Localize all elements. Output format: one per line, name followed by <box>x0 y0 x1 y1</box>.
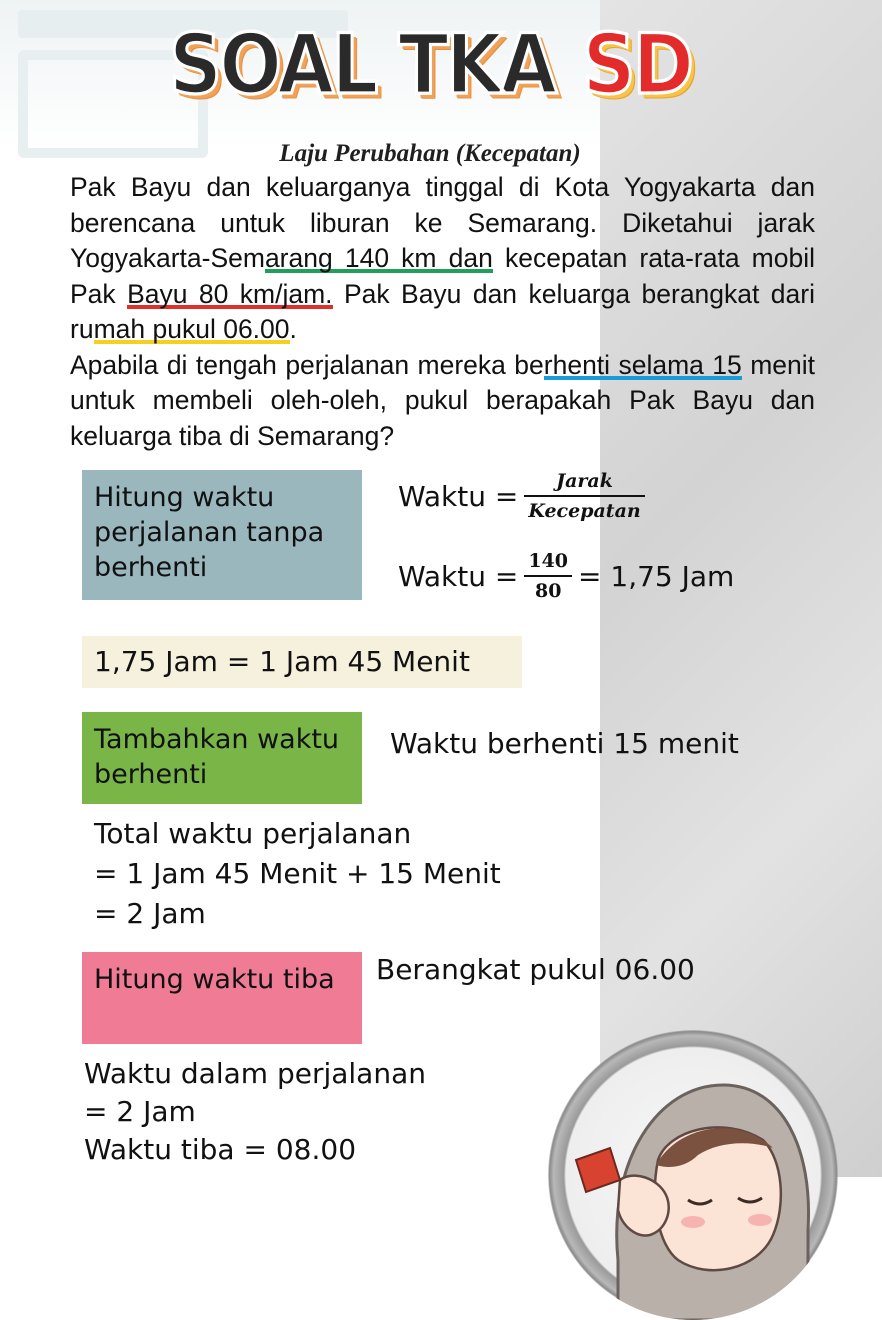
departure-note: Berangkat pukul 06.00 <box>376 953 695 986</box>
travel-time-line-2: = 2 Jam <box>84 1095 196 1128</box>
problem-statement <box>70 170 815 454</box>
underline-departure: mah pukul 06.00 <box>93 314 290 344</box>
avatar-illustration <box>548 1030 838 1320</box>
page-title <box>0 17 860 113</box>
formula-lhs: Waktu = <box>398 559 519 593</box>
problem-text: . <box>289 314 297 344</box>
fraction-denominator: 80 <box>534 580 562 602</box>
underline-speed: Bayu 80 km/jam. <box>127 278 333 309</box>
problem-text: Apabila di tengah perjalanan mereka be <box>70 349 544 380</box>
formula-lhs: Waktu = <box>398 479 519 513</box>
fraction-numerator: Jarak <box>556 470 613 492</box>
step3-label-box: Hitung waktu tiba <box>82 952 362 1044</box>
fraction-numerator: 140 <box>528 550 569 572</box>
fraction-bar <box>524 575 572 577</box>
formula-time-definition <box>398 470 651 522</box>
fraction-denominator: Kecepatan <box>528 500 641 522</box>
stop-time-note: Waktu berhenti 15 menit <box>390 727 739 760</box>
formula-time-calculation <box>398 550 734 602</box>
topic-subtitle: Laju Perubahan (Kecepatan) <box>279 140 581 167</box>
total-time-line-3: = 2 Jam <box>94 897 206 930</box>
problem-text: Pak Bayu dan keluarganya tinggal di Kota Yogyakarta dan berencana untuk liburan ke Semarang. Diketahui jarak Yogyakarta-Sem <box>70 172 815 273</box>
step2-label-box: Tambahkan waktu berhenti <box>82 712 362 804</box>
fraction <box>524 550 572 602</box>
problem-text: kecepatan rata-rata mobil Pak <box>70 243 816 309</box>
problem-text: Pak Bayu dan keluarga berangkat dari ru <box>70 278 815 344</box>
problem-text: menit untuk membeli oleh-oleh, pukul berapakah Pak Bayu dan keluarga tiba di Semarang? <box>70 349 816 451</box>
problem-paragraph-2 <box>70 348 815 455</box>
total-time-line-2: = 1 Jam 45 Menit + 15 Menit <box>94 857 501 890</box>
step1-label-box: Hitung waktu perjalanan tanpa berhenti <box>82 470 362 600</box>
arrival-time-line: Waktu tiba = 08.00 <box>84 1133 357 1166</box>
cartoon-girl-hijab-icon <box>548 1030 838 1320</box>
total-time-line-1: Total waktu perjalanan <box>94 817 412 850</box>
formula-result: = 1,75 Jam <box>578 559 735 593</box>
underline-stop: rhenti selama 15 <box>543 349 742 380</box>
title-part-1: SOAL TKA <box>168 16 555 114</box>
travel-time-line-1: Waktu dalam perjalanan <box>84 1057 426 1090</box>
fraction-bar <box>524 495 644 497</box>
problem-paragraph-1 <box>70 170 815 348</box>
underline-distance: arang 140 km dan <box>264 243 493 273</box>
fraction <box>524 470 644 522</box>
conversion-box: 1,75 Jam = 1 Jam 45 Menit <box>82 636 522 688</box>
title-part-2: SD <box>582 16 692 114</box>
